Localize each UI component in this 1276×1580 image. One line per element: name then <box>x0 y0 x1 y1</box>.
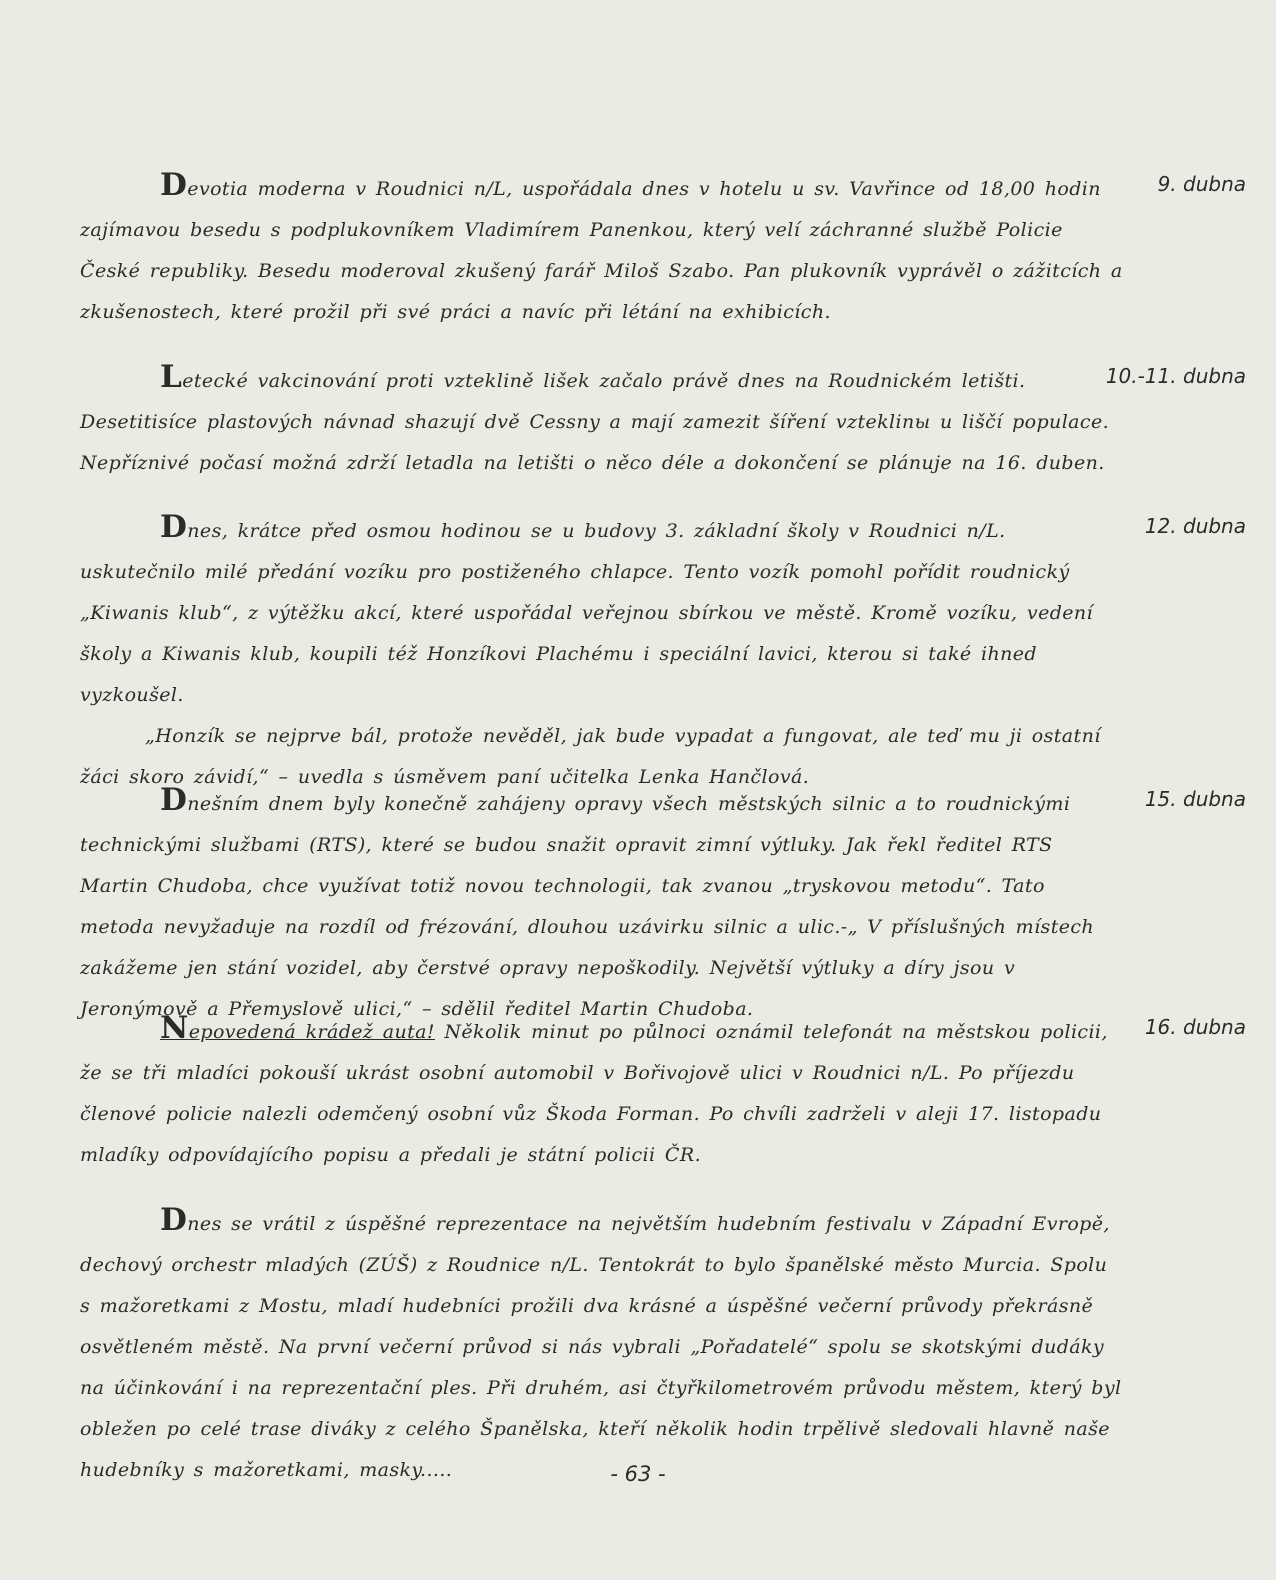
entry-headline <box>160 1010 435 1046</box>
chronicle-entry <box>80 165 1125 333</box>
entry-text: nes, krátce před osmou hodinou se u budovy 3. základní školy v Roudnici n/L. uskutečnilo milé předání vozíku pro postiženého chlapce. Tento vozík pomohl pořídit roudnický „Kiwanis klub“, z výtěžku akcí, které uspořádal veřejnou sbírkou ve městě. Kromě vozíku, vedení školy a Kiwanis klub, koupili též Honzíkovi Plachému i speciální lavici, kterou si také ihned vyzkoušel. <box>80 520 1094 706</box>
entry-paragraph <box>80 507 1125 716</box>
chronicle-entry <box>80 1200 1125 1491</box>
entry-initial: N <box>160 1010 189 1046</box>
chronicle-entry <box>80 1008 1125 1176</box>
chronicle-entry <box>80 357 1125 484</box>
entry-quote: „Honzík se nejprve bál, protože nevěděl, jak bude vypadat a fungovat, ale teď mu ji ostatní žáci skoro závidí,“ – uvedla s úsměvem paní učitelka Lenka Hančlová. <box>80 725 1101 788</box>
entry-paragraph <box>80 780 1125 1030</box>
entry-text: Několik minut po půlnoci oznámil telefonát na městskou policii, že se tři mladíci pokouší ukrást osobní automobil v Bořivojově ulici v Roudnici n/L. Po příjezdu členové policie nalezli odemčený osobní vůz Škoda Forman. Po chvíli zadrželi v aleji 17. listopadu mladíky odpovídajícího popisu a předali je státní policii ČR. <box>80 1021 1108 1166</box>
entry-date: 9. dubna <box>1157 172 1246 196</box>
entry-paragraph <box>80 1200 1125 1491</box>
entry-initial: D <box>160 509 188 545</box>
entry-headline-text: epovedená krádež auta! <box>188 1021 435 1043</box>
entry-date: 10.-11. dubna <box>1105 364 1246 388</box>
entry-text: etecké vakcinování proti vzteklině lišek začalo právě dnes na Roudnickém letišti. Desetitisíce plastových návnad shazují dvě Cessny a mají zamezit šíření vzteklinы u liščí populace. Nepříznivé počasí možná zdrží letadla na letišti o něco déle a dokončení se plánuje na 16. duben. <box>80 370 1110 474</box>
entry-paragraph <box>80 165 1125 333</box>
chronicle-entry <box>80 780 1125 1030</box>
entry-initial: D <box>160 782 188 818</box>
page-number: - 63 - <box>610 1462 666 1486</box>
entry-initial: L <box>160 359 183 395</box>
entry-initial: D <box>160 1202 188 1238</box>
entry-date: 16. dubna <box>1144 1015 1246 1039</box>
entry-text: nes se vrátil z úspěšné reprezentace na největším hudebním festivalu v Západní Evropě, dechový orchestr mladých (ZÚŠ) z Roudnice n/L. Tentokrát to bylo španělské město Murcia. Spolu s mažoretkami z Mostu, mladí hudebníci prožili dva krásné a úspěšné večerní průvody překrásně osvětleném městě. Na první večerní průvod si nás vybrali „Pořadatelé“ spolu se skotskými dudáky na účinkování i na reprezentační ples. Při druhém, asi čtyřkilometrovém průvodu městem, který byl obležen po celé trase diváky z celého Španělska, kteří několik hodin trpělivě sledovali hlavně naše hudebníky s mažoretkami, masky..... <box>80 1213 1122 1481</box>
entry-paragraph <box>80 357 1125 484</box>
entry-text: evotia moderna v Roudnici n/L, uspořádala dnes v hotelu u sv. Vavřince od 18,00 hodin zajímavou besedu s podplukovníkem Vladimírem Panenkou, který velí záchranné službě Policie České republiky. Besedu moderoval zkušený farář Miloš Szabo. Pan plukovník vyprávěl o zážitcích a zkušenostech, které prožil při své práci a navíc při létání na exhibicích. <box>80 178 1123 323</box>
entry-date: 12. dubna <box>1144 514 1246 538</box>
entry-date: 15. dubna <box>1144 787 1246 811</box>
entry-paragraph <box>80 1008 1125 1176</box>
entry-text: nešním dnem byly konečně zahájeny opravy všech městských silnic a to roudnickými technickými službami (RTS), které se budou snažit opravit zimní výtluky. Jak řekl ředitel RTS Martin Chudoba, chce využívat totiž novou technologii, tak zvanou „tryskovou metodu“. Tato metoda nevyžaduje na rozdíl od frézování, dlouhou uzávirku silnic a ulic.-„ V příslušných místech zakážeme jen stání vozidel, aby čerstvé opravy nepoškodily. Největší výtluky a díry jsou v Jeronýmově a Přemyslově ulici,“ – sdělil ředitel Martin Chudoba. <box>80 793 1095 1020</box>
entry-initial: D <box>160 167 188 203</box>
chronicle-entry <box>80 507 1125 798</box>
